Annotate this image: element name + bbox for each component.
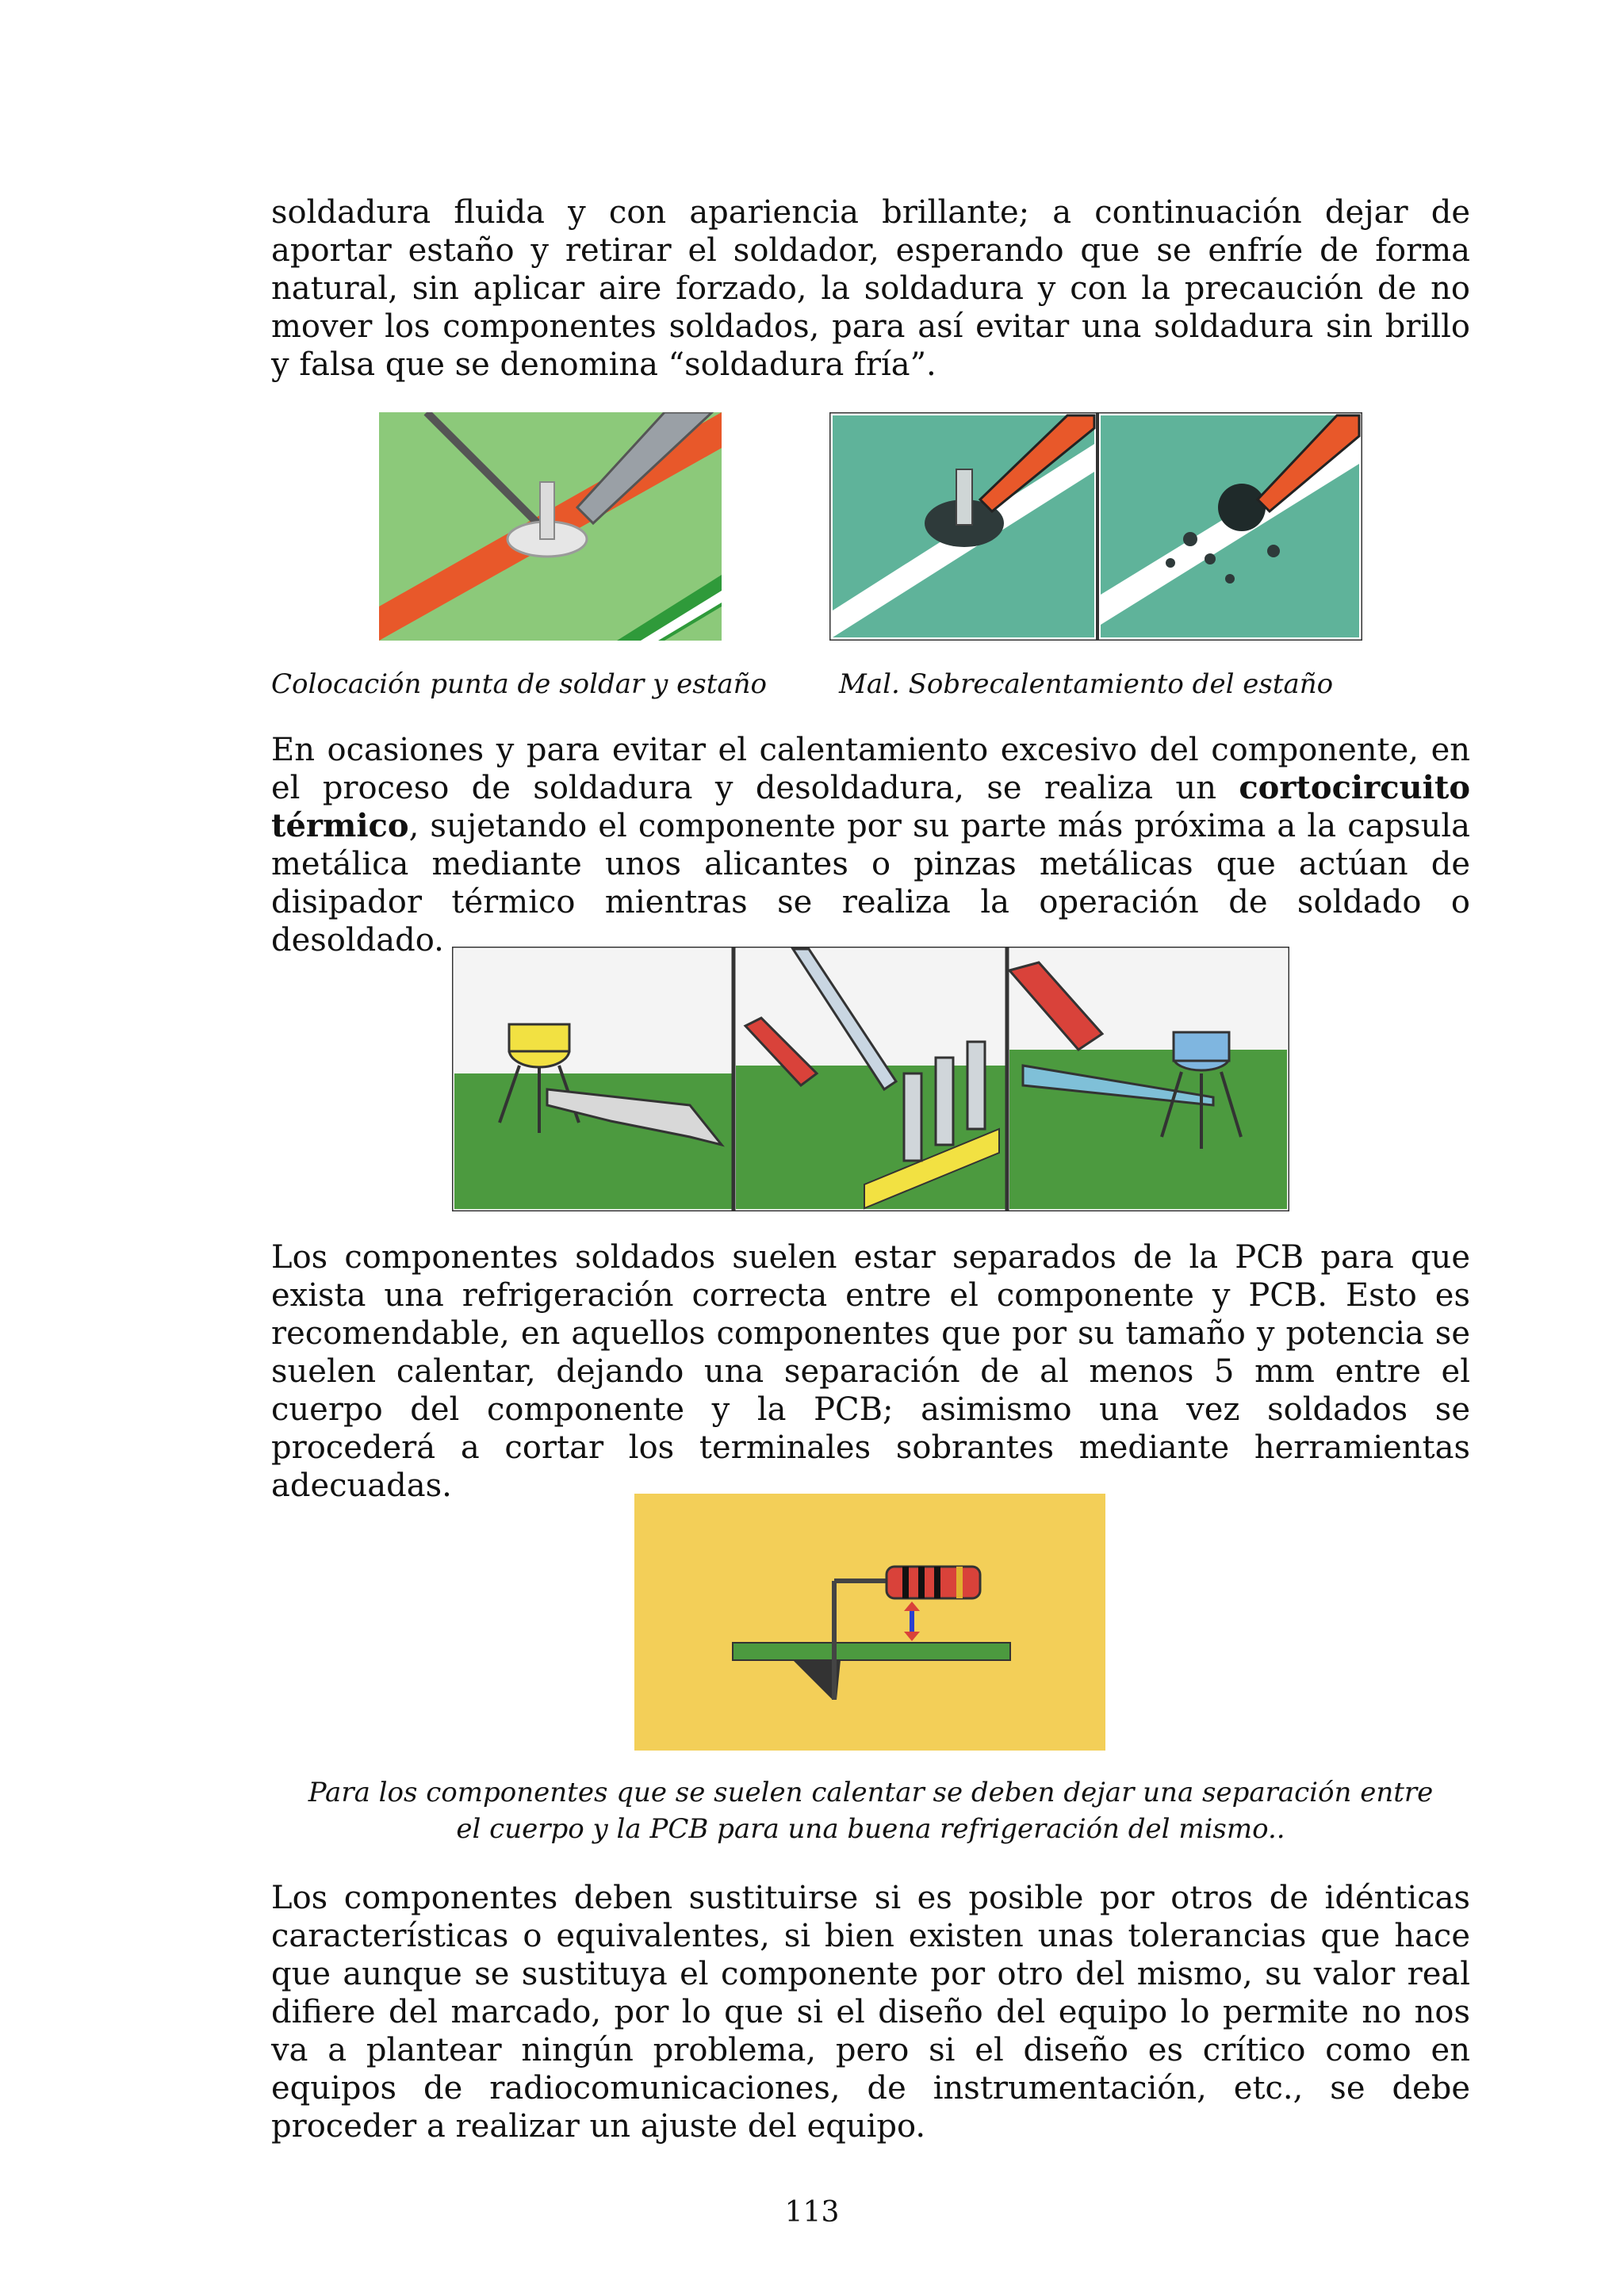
figure-component-spacing	[634, 1494, 1105, 1751]
caption-soldering-overheated: Mal. Sobrecalentamiento del estaño	[839, 668, 1334, 700]
paragraph-1: soldadura fluida y con apariencia brillante; a continuación dejar de aportar estaño y retirar el soldador, esperando que se enfríe de forma natural, sin aplicar aire forzado, la soldadura y con la precaución de no mover los componentes soldados, para así evitar una soldadura sin brillo y falsa que se denomina “soldadura fría”.	[271, 194, 1470, 383]
caption-component-spacing-line1: Para los componentes que se suelen calentar se deben dejar una separación entre	[308, 1777, 1434, 1808]
paragraph-3: Los componentes soldados suelen estar separados de la PCB para que exista una refrigeración correcta entre el componente y PCB. Esto es recomendable, en aquellos componentes que por su tamaño y potencia se suelen calentar, dejando una separación de al menos 5 mm entre el cuerpo del componente y la PCB; asimismo una vez soldados se procederá a cortar los terminales sobrantes mediante herramientas adecuadas.	[271, 1239, 1470, 1504]
paragraph-2	[271, 731, 1470, 959]
caption-soldering-correct: Colocación punta de soldar y estaño	[271, 668, 767, 700]
term-cortocircuito-termico: cortocircuito térmico	[271, 769, 1470, 844]
paragraph-2-text-before: En ocasiones y para evitar el calentamiento excesivo del componente, en el proceso de soldadura y desoldadura, se realiza un	[271, 732, 1470, 806]
figure-thermal-shunt	[452, 947, 1289, 1211]
figure-soldering-overheated	[829, 412, 1362, 641]
figure-soldering-correct	[379, 412, 722, 641]
paragraph-4: Los componentes deben sustituirse si es posible por otros de idénticas características o equivalentes, si bien existen unas tolerancias que hace que aunque se sustituya el componente por otro del mismo, su valor real difiere del marcado, por lo que si el diseño del equipo lo permite no nos va a plantear ningún problema, pero si el diseño es crítico como en equipos de radiocomunicaciones, de instrumentación, etc., se debe proceder a realizar un ajuste del equipo.	[271, 1880, 1470, 2145]
caption-component-spacing-line2: el cuerpo y la PCB para una buena refrigeración del mismo..	[456, 1813, 1285, 1845]
page-number: 113	[784, 2196, 840, 2229]
paragraph-2-text-after: , sujetando el componente por su parte más próxima a la capsula metálica mediante unos alicantes o pinzas metálicas que actúan de disipador térmico mientras se realiza la operación de soldado o desoldado.	[271, 808, 1470, 959]
